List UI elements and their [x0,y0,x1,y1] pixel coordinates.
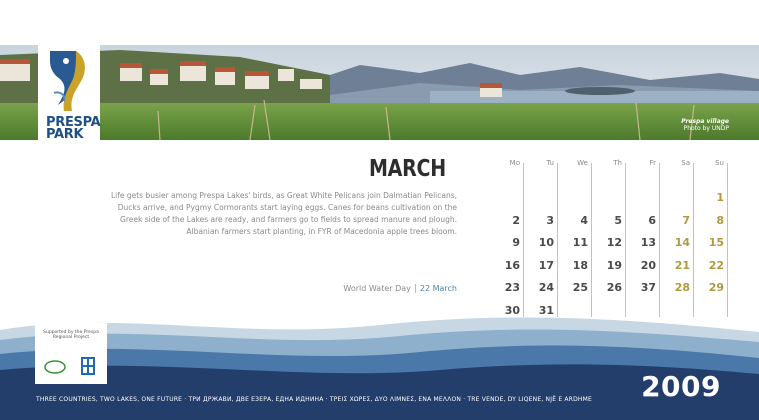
logo-line-2: PARK [46,127,84,142]
weekday-header: Mo [509,159,520,167]
prespa-park-logo [38,45,100,145]
calendar-day: 30 [504,303,520,317]
calendar-day: 17 [538,258,554,272]
event-date: 22 March [419,284,457,293]
calendar-day: 19 [606,258,622,272]
calendar-day: 1 [716,191,724,204]
weekday-header: Su [715,159,724,167]
event-line [250,284,457,293]
calendar-day: 31 [538,303,554,317]
calendar-day: 28 [674,281,690,294]
calendar-column [558,157,592,318]
calendar-day: 37 [640,281,656,294]
logo-line-1: PRESPA [46,115,101,130]
month-description: Life gets busier among Prespa Lakes' birds, as Great White Pelicans join Dalmatian Pelicans, Ducks arrive, and Pygmy Cormorants start laying eggs. Canes for beans cultivation on the Greek side of the Lakes are ready, and farmers go to fields to spread manure and plough. Albanian farmers start planting, in FYR of Macedonia apple trees bloom. [110,191,457,236]
sponsor-logos-icon [41,351,101,379]
photo-caption-title: Prespa village [681,118,729,125]
calendar-column [592,157,626,318]
calendar-day: 14 [674,236,690,249]
calendar-day: 26 [606,281,622,294]
photo-credit: Photo by UNDP [683,125,729,132]
header-photo [0,45,759,140]
calendar-day: 23 [504,281,520,294]
month-title: MARCH [369,156,446,182]
year-label: 2009 [641,370,721,403]
calendar-column [694,157,728,318]
calendar-day: 15 [708,236,724,249]
calendar-day: 22 [708,258,724,272]
weekday-header: Sa [681,159,690,167]
calendar-column [626,157,660,318]
pelican-logo-icon [46,49,92,113]
calendar-column [524,157,558,318]
calendar-day: 4 [580,213,588,227]
calendar-day: 29 [708,281,724,294]
calendar-day: 3 [546,213,554,227]
landscape-photo [0,45,759,140]
calendar-day: 2 [512,213,520,227]
weekday-header: Tu [546,159,554,167]
calendar-day: 8 [716,213,724,227]
wave-footer [0,310,759,420]
calendar-column [490,157,524,318]
calendar-day: 5 [614,213,622,227]
calendar-day: 7 [682,213,690,227]
column-divider [727,163,728,317]
tagline: THREE COUNTRIES, TWO LAKES, ONE FUTURE · ТРИ ДРЖАВИ, ДВЕ ЕЗЕРА, ЕДНА ИДНИНА · ΤΡΕΙΣ ΧΩΡΕΣ, ΔΥΟ ΛΙΜΝΕΣ, ΕΝΑ ΜΕΛΛΟΝ · TRE VENDE, DY LIQENE, NJË E ARDHME [36,396,592,403]
photo-caption [681,118,729,132]
calendar-day: 6 [648,213,656,227]
calendar-day: 21 [674,258,690,272]
calendar-day: 20 [640,258,656,272]
weekday-header: Fr [649,159,656,167]
logo-wordmark [46,117,100,141]
event-separator [415,284,416,293]
calendar-day: 18 [572,258,588,272]
calendar-day: 24 [538,281,554,294]
calendar-day: 13 [640,236,656,249]
supporter-box [35,323,107,384]
supporter-text: Supported by the Prespa Regional Project [43,330,99,340]
calendar-day: 25 [572,281,588,294]
calendar-day: 10 [538,236,554,249]
weekday-header: We [577,159,588,167]
calendar-column [660,157,694,318]
calendar-day: 12 [606,236,622,249]
event-name: World Water Day [343,284,411,293]
calendar-day: 9 [512,236,520,249]
weekday-header: Th [613,159,622,167]
calendar-day: 16 [504,258,520,272]
calendar-day: 11 [572,236,588,249]
